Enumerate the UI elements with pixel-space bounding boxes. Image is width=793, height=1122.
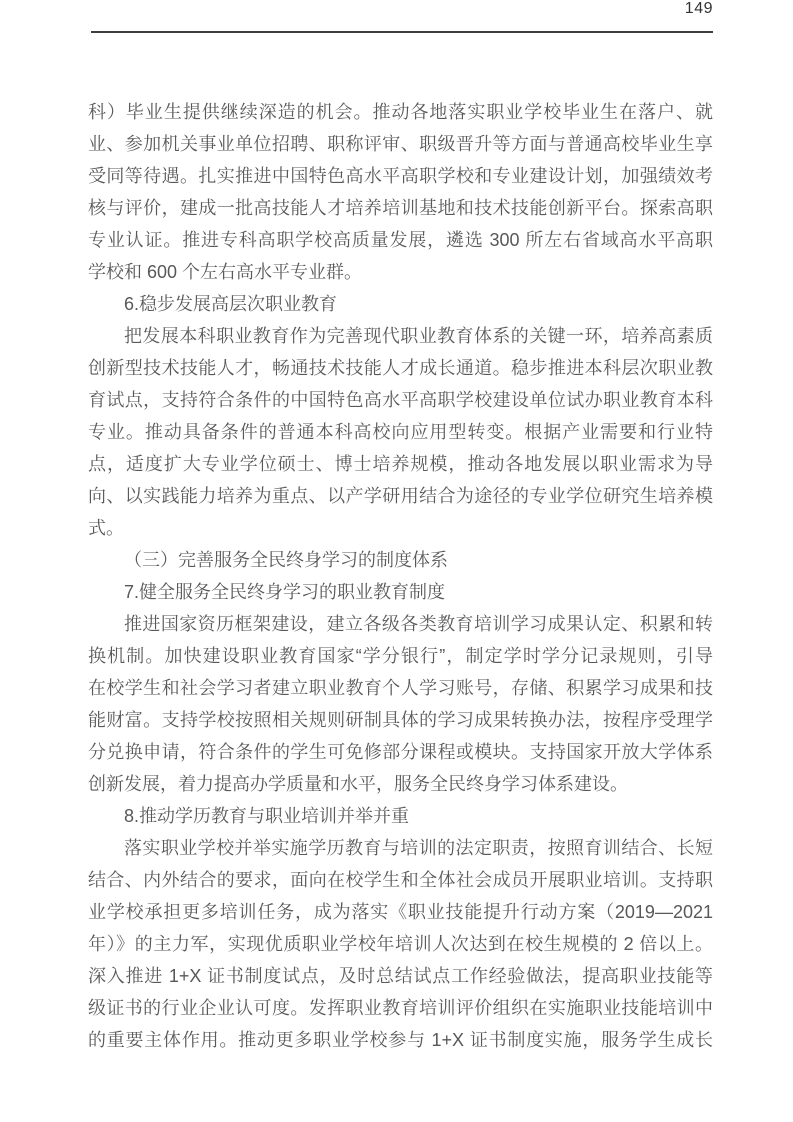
- text-line: 核与评价，建成一批高技能人才培养培训基地和技术技能创新平台。探索高职: [88, 198, 713, 218]
- text-line: 能财富。支持学校按照相关规则研制具体的学习成果转换办法，按程序受理学: [88, 710, 713, 730]
- text-body: [88, 96, 713, 1056]
- text-line: 8.推动学历教育与职业培训并举并重: [124, 806, 410, 826]
- text-line: 分兑换申请，符合条件的学生可免修部分课程或模块。支持国家开放大学体系: [88, 742, 713, 762]
- text-line: 育试点，支持符合条件的中国特色高水平高职学校建设单位试办职业教育本科: [88, 390, 713, 410]
- text-line: 换机制。加快建设职业教育国家“学分银行”，制定学时学分记录规则，引导: [88, 646, 713, 666]
- text-line: 7.健全服务全民终身学习的职业教育制度: [124, 582, 446, 602]
- text-line: 推进国家资历框架建设，建立各级各类教育培训学习成果认定、积累和转: [124, 614, 713, 634]
- text-line: 6.稳步发展高层次职业教育: [124, 294, 338, 314]
- text-line: 创新型技术技能人才，畅通技术技能人才成长通道。稳步推进本科层次职业教: [88, 358, 713, 378]
- text-line: （三）完善服务全民终身学习的制度体系: [124, 550, 448, 570]
- text-line: 年）》的主力军，实现优质职业学校年培训人次达到在校生规模的 2 倍以上。: [88, 934, 713, 954]
- text-line: 受同等待遇。扎实推进中国特色高水平高职学校和专业建设计划，加强绩效考: [88, 166, 713, 186]
- text-line: 在校学生和社会学习者建立职业教育个人学习账号，存储、积累学习成果和技: [88, 678, 713, 698]
- text-line: 级证书的行业企业认可度。发挥职业教育培训评价组织在实施职业技能培训中: [88, 998, 713, 1018]
- text-line: 式。: [88, 518, 124, 538]
- text-line: 深入推进 1+X 证书制度试点，及时总结试点工作经验做法，提高职业技能等: [88, 966, 713, 986]
- text-line: 创新发展，着力提高办学质量和水平，服务全民终身学习体系建设。: [88, 774, 628, 794]
- text-line: 把发展本科职业教育作为完善现代职业教育体系的关键一环，培养高素质: [124, 326, 713, 346]
- text-line: 向、以实践能力培养为重点、以产学研用结合为途径的专业学位研究生培养模: [88, 486, 713, 506]
- text-line: 学校和 600 个左右高水平专业群。: [88, 262, 363, 282]
- text-line: 科）毕业生提供继续深造的机会。推动各地落实职业学校毕业生在落户、就: [88, 102, 713, 122]
- text-line: 点，适度扩大专业学位硕士、博士培养规模，推动各地发展以职业需求为导: [88, 454, 713, 474]
- text-line: 业学校承担更多培训任务，成为落实《职业技能提升行动方案（2019—2021: [88, 902, 713, 922]
- text-line: 专业。推动具备条件的普通本科高校向应用型转变。根据产业需要和行业特: [88, 422, 713, 442]
- text-line: 业、参加机关事业单位招聘、职称评审、职级晋升等方面与普通高校毕业生享: [88, 134, 713, 154]
- page-number: 149: [684, 0, 713, 17]
- text-line: 的重要主体作用。推动更多职业学校参与 1+X 证书制度实施，服务学生成长: [88, 1030, 713, 1050]
- header-rule: [91, 31, 713, 33]
- text-line: 专业认证。推进专科高职学校高质量发展，遴选 300 所左右省域高水平高职: [88, 230, 713, 250]
- text-line: 结合、内外结合的要求，面向在校学生和全体社会成员开展职业培训。支持职: [88, 870, 713, 890]
- text-line: 落实职业学校并举实施学历教育与培训的法定职责，按照育训结合、长短: [124, 838, 713, 858]
